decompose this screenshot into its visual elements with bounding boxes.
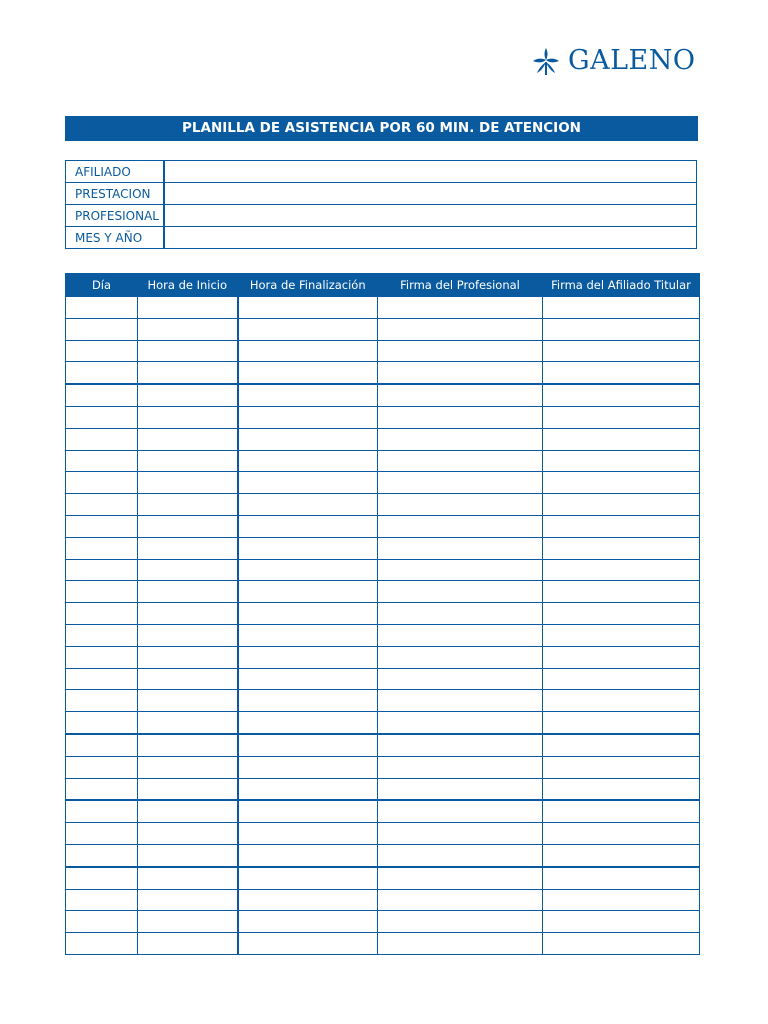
table-cell[interactable] bbox=[378, 889, 543, 911]
table-cell[interactable] bbox=[66, 646, 138, 668]
table-cell[interactable] bbox=[238, 559, 378, 581]
table-cell[interactable] bbox=[66, 297, 138, 319]
table-cell[interactable] bbox=[238, 823, 378, 845]
table-cell[interactable] bbox=[138, 450, 238, 472]
table-cell[interactable] bbox=[543, 384, 700, 406]
table-cell[interactable] bbox=[378, 318, 543, 340]
table-cell[interactable] bbox=[66, 734, 138, 756]
table-cell[interactable] bbox=[378, 472, 543, 494]
table-cell[interactable] bbox=[543, 778, 700, 800]
table-cell[interactable] bbox=[238, 800, 378, 822]
table-cell[interactable] bbox=[66, 756, 138, 778]
table-cell[interactable] bbox=[66, 712, 138, 734]
info-value-field[interactable] bbox=[164, 161, 697, 183]
table-cell[interactable] bbox=[138, 690, 238, 712]
table-cell[interactable] bbox=[138, 668, 238, 690]
table-cell[interactable] bbox=[66, 384, 138, 406]
table-cell[interactable] bbox=[238, 690, 378, 712]
table-cell[interactable] bbox=[238, 778, 378, 800]
table-cell[interactable] bbox=[238, 581, 378, 603]
table-cell[interactable] bbox=[378, 712, 543, 734]
column-header: Firma del Afiliado Titular bbox=[543, 274, 700, 297]
info-label: PRESTACION bbox=[66, 183, 165, 205]
table-cell[interactable] bbox=[543, 340, 700, 362]
table-cell[interactable] bbox=[66, 559, 138, 581]
table-cell[interactable] bbox=[138, 823, 238, 845]
table-cell[interactable] bbox=[378, 362, 543, 384]
table-cell[interactable] bbox=[66, 911, 138, 933]
table-cell[interactable] bbox=[378, 734, 543, 756]
table-cell[interactable] bbox=[543, 823, 700, 845]
galeno-logo bbox=[530, 44, 695, 78]
table-row bbox=[66, 494, 700, 516]
table-cell[interactable] bbox=[543, 581, 700, 603]
table-cell[interactable] bbox=[66, 889, 138, 911]
table-cell[interactable] bbox=[543, 690, 700, 712]
form-title: PLANILLA DE ASISTENCIA POR 60 MIN. DE ATENCION bbox=[65, 116, 698, 141]
table-cell[interactable] bbox=[138, 933, 238, 955]
table-cell[interactable] bbox=[543, 494, 700, 516]
table-row bbox=[66, 867, 700, 889]
table-cell[interactable] bbox=[543, 844, 700, 866]
table-row bbox=[66, 537, 700, 559]
table-cell[interactable] bbox=[378, 867, 543, 889]
column-header: Firma del Profesional bbox=[378, 274, 543, 297]
table-cell[interactable] bbox=[378, 823, 543, 845]
table-cell[interactable] bbox=[138, 340, 238, 362]
table-cell[interactable] bbox=[543, 406, 700, 428]
table-cell[interactable] bbox=[238, 712, 378, 734]
table-cell[interactable] bbox=[138, 844, 238, 866]
table-cell[interactable] bbox=[378, 581, 543, 603]
table-cell[interactable] bbox=[66, 318, 138, 340]
table-row bbox=[66, 800, 700, 822]
table-cell[interactable] bbox=[238, 384, 378, 406]
table-row bbox=[66, 933, 700, 955]
table-row bbox=[66, 559, 700, 581]
table-cell[interactable] bbox=[238, 603, 378, 625]
attendance-table bbox=[65, 273, 700, 955]
table-cell[interactable] bbox=[138, 646, 238, 668]
table-cell[interactable] bbox=[378, 559, 543, 581]
table-cell[interactable] bbox=[543, 624, 700, 646]
table-row bbox=[66, 428, 700, 450]
table-row bbox=[66, 778, 700, 800]
table-cell[interactable] bbox=[238, 494, 378, 516]
info-row bbox=[66, 227, 697, 249]
table-cell[interactable] bbox=[238, 340, 378, 362]
table-cell[interactable] bbox=[238, 450, 378, 472]
table-cell[interactable] bbox=[238, 933, 378, 955]
table-cell[interactable] bbox=[378, 603, 543, 625]
table-cell[interactable] bbox=[66, 800, 138, 822]
table-cell[interactable] bbox=[66, 494, 138, 516]
table-row bbox=[66, 362, 700, 384]
table-cell[interactable] bbox=[543, 646, 700, 668]
table-cell[interactable] bbox=[543, 756, 700, 778]
table-row bbox=[66, 911, 700, 933]
column-header: Día bbox=[66, 274, 138, 297]
info-label: PROFESIONAL bbox=[66, 205, 165, 227]
table-cell[interactable] bbox=[138, 603, 238, 625]
table-cell[interactable] bbox=[238, 362, 378, 384]
table-row bbox=[66, 712, 700, 734]
info-row bbox=[66, 161, 697, 183]
table-cell[interactable] bbox=[66, 867, 138, 889]
table-row bbox=[66, 450, 700, 472]
table-cell[interactable] bbox=[238, 889, 378, 911]
table-cell[interactable] bbox=[138, 778, 238, 800]
table-cell[interactable] bbox=[543, 537, 700, 559]
table-cell[interactable] bbox=[138, 428, 238, 450]
table-cell[interactable] bbox=[66, 603, 138, 625]
table-cell[interactable] bbox=[543, 889, 700, 911]
table-cell[interactable] bbox=[378, 384, 543, 406]
table-cell[interactable] bbox=[543, 362, 700, 384]
table-cell[interactable] bbox=[238, 624, 378, 646]
table-cell[interactable] bbox=[378, 778, 543, 800]
table-cell[interactable] bbox=[138, 494, 238, 516]
table-cell[interactable] bbox=[238, 911, 378, 933]
info-label: MES Y AÑO bbox=[66, 227, 165, 249]
table-cell[interactable] bbox=[238, 668, 378, 690]
table-cell[interactable] bbox=[378, 911, 543, 933]
table-row bbox=[66, 406, 700, 428]
info-value-field[interactable] bbox=[164, 227, 697, 249]
table-cell[interactable] bbox=[543, 800, 700, 822]
table-row bbox=[66, 515, 700, 537]
table-cell[interactable] bbox=[238, 297, 378, 319]
table-cell[interactable] bbox=[238, 646, 378, 668]
table-cell[interactable] bbox=[238, 867, 378, 889]
table-row bbox=[66, 318, 700, 340]
table-row bbox=[66, 624, 700, 646]
table-cell[interactable] bbox=[378, 340, 543, 362]
table-cell[interactable] bbox=[138, 384, 238, 406]
table-cell[interactable] bbox=[138, 515, 238, 537]
table-cell[interactable] bbox=[66, 406, 138, 428]
table-cell[interactable] bbox=[66, 581, 138, 603]
table-cell[interactable] bbox=[543, 933, 700, 955]
table-cell[interactable] bbox=[66, 428, 138, 450]
table-cell[interactable] bbox=[378, 800, 543, 822]
info-table bbox=[65, 160, 697, 249]
table-cell[interactable] bbox=[66, 668, 138, 690]
table-row bbox=[66, 646, 700, 668]
table-cell[interactable] bbox=[543, 428, 700, 450]
table-cell[interactable] bbox=[378, 756, 543, 778]
info-label: AFILIADO bbox=[66, 161, 165, 183]
table-cell[interactable] bbox=[238, 428, 378, 450]
table-cell[interactable] bbox=[66, 340, 138, 362]
table-cell[interactable] bbox=[543, 515, 700, 537]
table-row bbox=[66, 889, 700, 911]
table-row bbox=[66, 297, 700, 319]
table-cell[interactable] bbox=[66, 624, 138, 646]
column-header: Hora de Inicio bbox=[138, 274, 238, 297]
table-cell[interactable] bbox=[66, 472, 138, 494]
info-value-field[interactable] bbox=[164, 205, 697, 227]
table-row bbox=[66, 668, 700, 690]
table-cell[interactable] bbox=[138, 889, 238, 911]
table-cell[interactable] bbox=[138, 297, 238, 319]
table-cell[interactable] bbox=[66, 823, 138, 845]
table-cell[interactable] bbox=[378, 297, 543, 319]
table-cell[interactable] bbox=[238, 472, 378, 494]
table-cell[interactable] bbox=[238, 734, 378, 756]
table-cell[interactable] bbox=[138, 362, 238, 384]
table-cell[interactable] bbox=[138, 734, 238, 756]
table-cell[interactable] bbox=[543, 734, 700, 756]
table-cell[interactable] bbox=[138, 318, 238, 340]
galeno-leaf-icon bbox=[530, 46, 562, 76]
table-row bbox=[66, 690, 700, 712]
table-cell[interactable] bbox=[138, 756, 238, 778]
table-cell[interactable] bbox=[238, 844, 378, 866]
table-cell[interactable] bbox=[66, 690, 138, 712]
table-cell[interactable] bbox=[378, 515, 543, 537]
table-row bbox=[66, 581, 700, 603]
table-cell[interactable] bbox=[378, 690, 543, 712]
table-cell[interactable] bbox=[543, 450, 700, 472]
table-cell[interactable] bbox=[378, 624, 543, 646]
table-row bbox=[66, 756, 700, 778]
table-row bbox=[66, 603, 700, 625]
table-cell[interactable] bbox=[378, 428, 543, 450]
table-cell[interactable] bbox=[66, 362, 138, 384]
table-cell[interactable] bbox=[378, 933, 543, 955]
table-row bbox=[66, 734, 700, 756]
table-cell[interactable] bbox=[138, 911, 238, 933]
table-row bbox=[66, 823, 700, 845]
table-cell[interactable] bbox=[138, 800, 238, 822]
table-cell[interactable] bbox=[543, 712, 700, 734]
table-cell[interactable] bbox=[238, 756, 378, 778]
info-row bbox=[66, 205, 697, 227]
table-cell[interactable] bbox=[66, 450, 138, 472]
table-cell[interactable] bbox=[378, 494, 543, 516]
table-row bbox=[66, 844, 700, 866]
brand-name: GALENO bbox=[568, 45, 696, 76]
table-cell[interactable] bbox=[378, 646, 543, 668]
table-cell[interactable] bbox=[66, 933, 138, 955]
info-row bbox=[66, 183, 697, 205]
table-cell[interactable] bbox=[543, 297, 700, 319]
table-row bbox=[66, 384, 700, 406]
table-cell[interactable] bbox=[138, 712, 238, 734]
info-value-field[interactable] bbox=[164, 183, 697, 205]
table-cell[interactable] bbox=[543, 472, 700, 494]
table-cell[interactable] bbox=[378, 668, 543, 690]
column-header: Hora de Finalización bbox=[238, 274, 378, 297]
table-cell[interactable] bbox=[138, 472, 238, 494]
table-cell[interactable] bbox=[66, 537, 138, 559]
table-cell[interactable] bbox=[238, 515, 378, 537]
table-cell[interactable] bbox=[238, 537, 378, 559]
table-row bbox=[66, 472, 700, 494]
table-cell[interactable] bbox=[543, 318, 700, 340]
table-cell[interactable] bbox=[138, 624, 238, 646]
table-cell[interactable] bbox=[66, 515, 138, 537]
table-cell[interactable] bbox=[378, 450, 543, 472]
table-cell[interactable] bbox=[543, 603, 700, 625]
table-cell[interactable] bbox=[138, 581, 238, 603]
table-cell[interactable] bbox=[138, 406, 238, 428]
table-cell[interactable] bbox=[238, 318, 378, 340]
table-cell[interactable] bbox=[138, 867, 238, 889]
table-cell[interactable] bbox=[543, 559, 700, 581]
table-cell[interactable] bbox=[378, 537, 543, 559]
table-cell[interactable] bbox=[138, 559, 238, 581]
table-cell[interactable] bbox=[138, 537, 238, 559]
table-cell[interactable] bbox=[378, 406, 543, 428]
table-row bbox=[66, 340, 700, 362]
table-cell[interactable] bbox=[66, 778, 138, 800]
attendance-header-row bbox=[66, 274, 700, 297]
table-cell[interactable] bbox=[378, 844, 543, 866]
table-cell[interactable] bbox=[238, 406, 378, 428]
table-cell[interactable] bbox=[66, 844, 138, 866]
table-cell[interactable] bbox=[543, 867, 700, 889]
table-cell[interactable] bbox=[543, 668, 700, 690]
table-cell[interactable] bbox=[543, 911, 700, 933]
